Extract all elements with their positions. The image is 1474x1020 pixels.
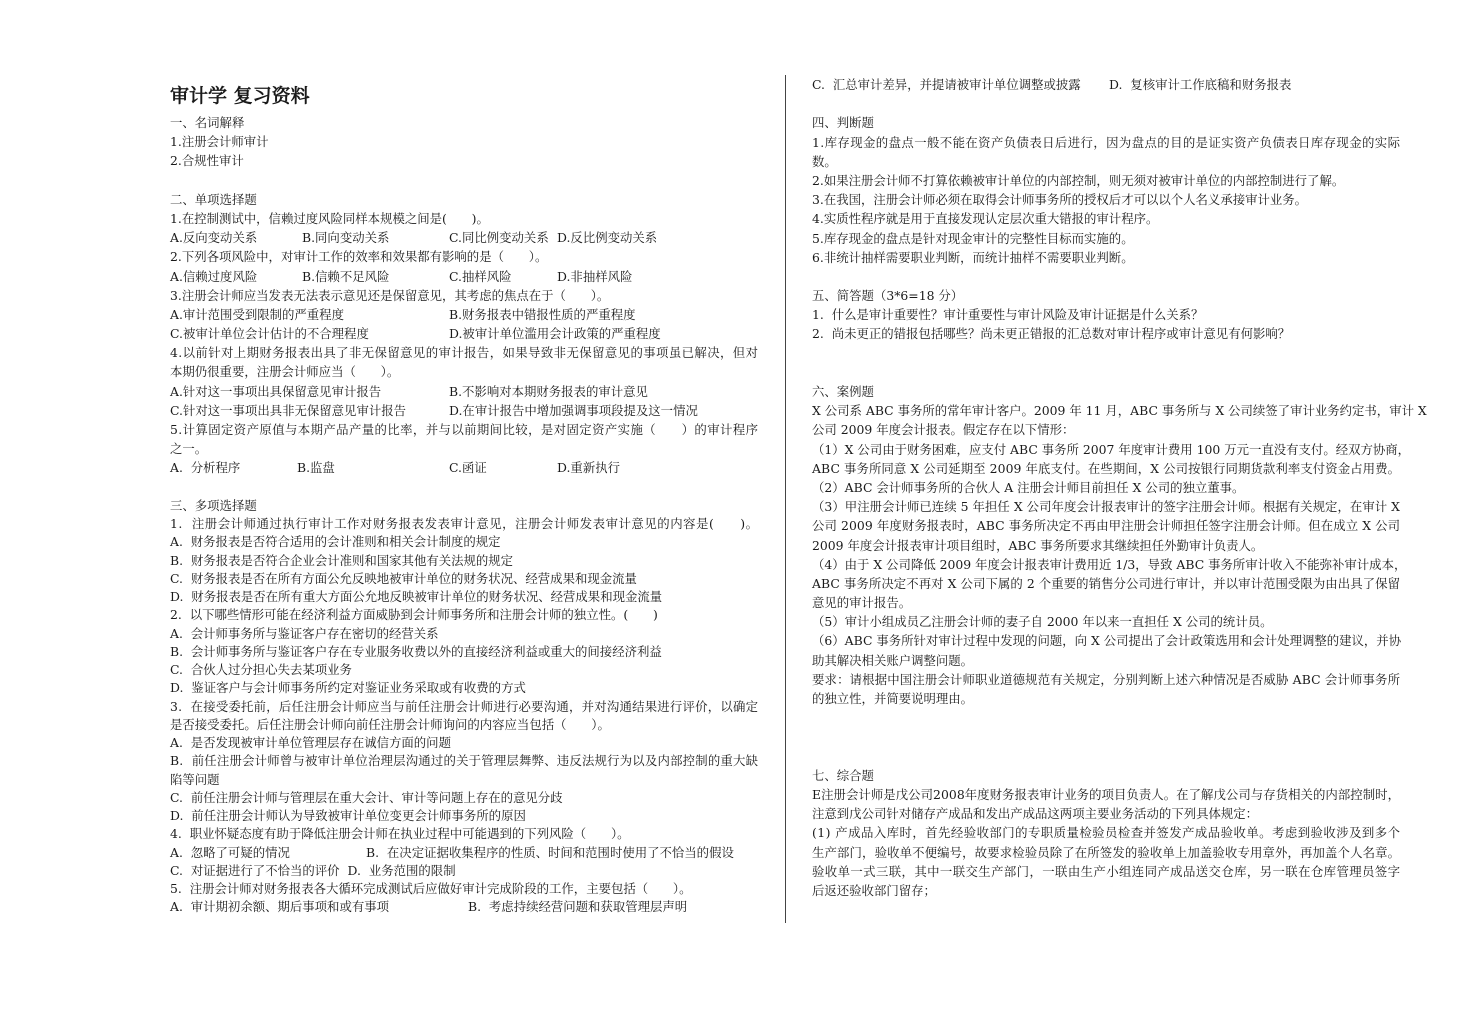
blank-line: [812, 363, 1400, 382]
section-left-0: [170, 113, 758, 171]
text-line: [170, 362, 758, 381]
line-text: 5.计算固定资产原值与本期产品产量的比率，并与以前期间比较，是对固定资产实施（ ）的审计程序: [170, 422, 759, 437]
line-text: ABC 事务所决定不再对 X 公司下属的 2 个重要的销售分公司进行审计，并以审计范围受限为由出具了保留: [812, 575, 1401, 591]
text-line: [170, 570, 758, 588]
blank-line: [812, 267, 1400, 286]
options-row: [170, 382, 758, 401]
line-text: 2.合规性审计: [170, 153, 244, 169]
line-text: C. 前任注册会计师与管理层在重大会计、审计等问题上存在的意见分歧: [170, 789, 563, 805]
line-text: ABC 事务所同意 X 公司延期至 2009 年底支付。在些期间，X 公司按银行同期货款利率支付资金占用费。: [812, 460, 1401, 476]
line-text: 的独立性，并简要说明理由。: [812, 691, 974, 706]
blank-line: [812, 344, 1400, 363]
option-a: C. 汇总审计差异，并提请被审计单位调整或披露: [812, 77, 1081, 92]
line-text: 公司 2009 年度财务报表时，ABC 事务所决定不再由甲注册会计师担任签字注册会计师。但在成立 X 公司: [812, 518, 1401, 534]
line-text: 6.非统计抽样需要职业判断，而统计抽样不需要职业判断。: [812, 249, 1134, 265]
text-line: [170, 752, 758, 770]
text-line: [812, 670, 1400, 689]
option-b: B. 在决定证据收集程序的性质、时间和范围时使用了不恰当的假设: [366, 844, 734, 860]
line-text: （1）X 公司由于财务困难，应支付 ABC 事务所 2007 年度审计费用 100 万元一直没有支付。经双方协商，: [812, 441, 1411, 457]
text-line: [170, 343, 758, 362]
text-line: [812, 190, 1400, 209]
text-line: [812, 555, 1407, 574]
option-d: D.非抽样风险: [557, 268, 633, 284]
text-line: [170, 825, 758, 843]
section-right-0: [812, 75, 1400, 94]
option-b: B.监盘: [297, 460, 335, 476]
heading-line: [812, 113, 1400, 132]
text-line: [812, 459, 1400, 478]
section-heading: 五、简答题（3*6=18 分）: [812, 288, 964, 304]
line-text: （2）ABC 会计师事务所的合伙人 A 注册会计师目前担任 X 公司的独立董事。: [812, 479, 1245, 495]
line-text: 本期仍很重要，注册会计师应当（ ）。: [170, 364, 400, 380]
text-line: [812, 152, 1400, 171]
text-line: [170, 807, 758, 825]
text-line: [170, 643, 758, 661]
option-b: B. 考虑持续经营问题和获取管理层声明: [468, 899, 688, 915]
option-a: C. 对证据进行了不恰当的评价: [170, 862, 340, 878]
line-text: D. 前任注册会计师认为导致被审计单位变更会计师事务所的原因: [170, 808, 526, 823]
line-text: 2.下列各项风险中，对审计工作的效率和效果都有影响的是（ ）。: [170, 249, 548, 265]
blank-line: [812, 708, 1400, 727]
line-text: 1. 什么是审计重要性？审计重要性与审计风险及审计证据是什么关系？: [812, 307, 1204, 323]
line-text: C. 合伙人过分担心失去某项业务: [170, 662, 352, 677]
line-text: 2.如果注册会计师不打算依赖被审计单位的内部控制，则无须对被审计单位的内部控制进行了解。: [812, 172, 1345, 188]
options-row: [170, 228, 758, 247]
option-d: D.反比例变动关系: [557, 230, 658, 246]
column-divider: [785, 75, 786, 923]
options-row: [170, 305, 758, 324]
document-title: 审计学 复习资料: [170, 85, 310, 107]
section-right-2: [812, 286, 1400, 344]
blank-line: [812, 94, 1400, 113]
text-line: [170, 679, 758, 697]
line-text: 1.注册会计师审计: [170, 134, 269, 150]
line-text: C. 财务报表是否在所有方面公允反映地被审计单位的财务状况、经营成果和现金流量: [170, 570, 637, 586]
heading-line: [170, 497, 758, 515]
line-text: 5.库存现金的盘点是针对现金审计的完整性目标而实施的。: [812, 230, 1134, 246]
option-a: C.被审计单位会计估计的不合理程度: [170, 326, 369, 342]
line-text: D. 鉴证客户与会计师事务所约定对鉴证业务采取或有收费的方式: [170, 680, 526, 696]
text-line: [812, 536, 1400, 555]
line-text: 4.以前针对上期财务报表出具了非无保留意见的审计报告，如果导致非无保留意见的事项虽已解决，但对: [170, 345, 759, 361]
heading-line: [812, 286, 1400, 305]
options-row: [170, 324, 758, 343]
option-b: D. 业务范围的限制: [347, 862, 456, 878]
line-text: 5. 注册会计师对财务报表各大循环完成测试后应做好审计完成阶段的工作，主要包括（ ）。: [170, 881, 692, 896]
line-text: （5）审计小组成员乙注册会计师的妻子自 2000 年以来一直担任 X 公司的统计员。: [812, 614, 1273, 630]
section-heading: 一、名词解释: [170, 115, 245, 130]
text-line: [812, 497, 1400, 516]
line-text: B. 财务报表是否符合企业会计准则和国家其他有关法规的规定: [170, 552, 514, 568]
option-a: A.信赖过度风险: [170, 268, 258, 284]
text-line: [812, 612, 1400, 631]
line-text: 注意到戊公司针对储存产成品和发出产成品这两项主要业务活动的下列具体规定：: [812, 806, 1259, 822]
section-left-1: [170, 190, 758, 478]
text-line: [812, 516, 1400, 535]
text-line: [170, 880, 758, 898]
line-text: 3. 在接受委托前，后任注册会计师应当与前任注册会计师进行必要沟通，并对沟通结果进行评价，以确定: [170, 698, 759, 714]
option-a: A.针对这一事项出具保留意见审计报告: [170, 383, 382, 399]
option-c: C.函证: [449, 460, 487, 476]
option-b: D.被审计单位滥用会计政策的严重程度: [449, 326, 661, 342]
text-line: [170, 789, 758, 807]
line-text: 4. 职业怀疑态度有助于降低注册会计师在执业过程中可能遇到的下列风险（ ）。: [170, 826, 630, 842]
line-text: B. 前任注册会计师曾与被审计单位治理层沟通过的关于管理层舞弊、违反法规行为以及内部控制的重大缺: [170, 753, 759, 769]
option-a: A.审计范围受到限制的严重程度: [170, 306, 344, 322]
text-line: [812, 843, 1400, 862]
option-a: C.针对这一事项出具非无保留意见审计报告: [170, 402, 407, 418]
text-line: [812, 209, 1400, 228]
line-text: A. 会计师事务所与鉴证客户存在密切的经营关系: [170, 625, 439, 641]
section-right-4: [812, 766, 1400, 900]
line-text: 助其解决相关账户调整问题。: [812, 652, 974, 668]
text-line: [170, 606, 758, 624]
line-text: （3）甲注册会计师已连续 5 年担任 X 公司年度会计报表审计的签字注册会计师。根据有关规定，在审计 X: [812, 499, 1401, 515]
line-text: 3.在我国，注册会计师必须在取得会计师事务所的授权后才可以以个人名义承接审计业务。: [812, 192, 1308, 208]
option-b: D.在审计报告中增加强调事项段提及这一情况: [449, 402, 698, 418]
text-line: [170, 588, 758, 606]
line-text: D. 财务报表是否在所有重大方面公允地反映被审计单位的财务状况、经营成果和现金流量: [170, 589, 663, 604]
line-text: 之一。: [170, 441, 208, 457]
text-line: [812, 804, 1400, 823]
text-line: [812, 440, 1411, 459]
text-line: [812, 881, 1400, 900]
line-text: 数。: [812, 153, 837, 169]
blank-line: [170, 478, 758, 497]
text-line: [170, 533, 758, 551]
text-line: [170, 552, 758, 570]
text-line: [812, 823, 1400, 842]
text-line: [170, 132, 758, 151]
heading-line: [812, 766, 1400, 785]
line-text: A. 财务报表是否符合适用的会计准则和相关会计制度的规定: [170, 534, 501, 550]
text-line: [812, 171, 1400, 190]
line-text: 意见的审计报告。: [812, 595, 912, 611]
text-line: [812, 248, 1400, 267]
text-line: [170, 247, 758, 266]
text-line: [170, 439, 758, 458]
option-c: C.抽样风险: [449, 268, 512, 284]
text-line: [812, 651, 1400, 670]
line-text: 4.实质性程序就是用于直接发现认定层次重大错报的审计程序。: [812, 211, 1159, 227]
blank-line: [812, 727, 1400, 746]
option-a: A. 审计期初余额、期后事项和或有事项: [170, 899, 390, 915]
section-left-2: [170, 497, 758, 917]
options-row: [170, 898, 758, 916]
text-line: [170, 698, 758, 716]
line-text: 是否接受委托。后任注册会计师向前任注册会计师询问的内容应当包括（ ）。: [170, 716, 610, 732]
option-c: C.同比例变动关系: [449, 230, 549, 246]
text-line: [812, 631, 1400, 650]
options-row: [170, 458, 758, 477]
text-line: [170, 151, 758, 170]
text-line: [812, 593, 1400, 612]
text-line: [170, 771, 758, 789]
line-text: 2. 以下哪些情形可能在经济利益方面威胁到会计师事务所和注册会计师的独立性。( ): [170, 607, 658, 623]
line-text: 要求：请根据中国注册会计师职业道德规范有关规定，分别判断上述六种情况是否威胁 ABC 会计师事务所: [812, 671, 1401, 687]
line-text: 3.注册会计师应当发表无法表示意见还是保留意见，其考虑的焦点在于（ ）。: [170, 287, 610, 303]
text-line: [812, 324, 1400, 343]
line-text: （6）ABC 事务所针对审计过程中发现的问题，向 X 公司提出了会计政策选用和会计处理调整的建议，并协: [812, 633, 1402, 649]
text-line: [170, 209, 758, 228]
option-b: B.信赖不足风险: [302, 268, 390, 284]
left-column: [170, 113, 758, 917]
option-d: D.重新执行: [557, 460, 620, 476]
heading-line: [170, 113, 758, 132]
text-line: [812, 785, 1400, 804]
text-line: [812, 478, 1400, 497]
text-line: [812, 229, 1400, 248]
option-a: A. 分析程序: [170, 460, 241, 476]
option-b: D. 复核审计工作底稿和财务报表: [1109, 77, 1292, 92]
heading-line: [812, 382, 1400, 401]
section-heading: 二、单项选择题: [170, 191, 257, 207]
line-text: 后返还验收部门留存；: [812, 882, 936, 898]
option-a: A. 忽略了可疑的情况: [170, 844, 290, 860]
options-row: [812, 75, 1400, 94]
options-row: [170, 267, 758, 286]
section-heading: 四、判断题: [812, 115, 874, 131]
line-text: 2009 年度会计报表审计项目组时，ABC 事务所要求其继续担任外勤审计负责人。: [812, 537, 1264, 553]
text-line: [170, 515, 758, 533]
text-line: [812, 420, 1400, 439]
text-line: [170, 286, 758, 305]
option-b: B.财务报表中错报性质的严重程度: [449, 306, 636, 322]
line-text: (1) 产成品入库时，首先经验收部门的专职质量检验员检查并签发产成品验收单。考虑到验收涉及到多个: [812, 825, 1401, 841]
right-column: [812, 75, 1427, 900]
section-heading: 三、多项选择题: [170, 497, 257, 513]
section-right-1: [812, 113, 1400, 267]
blank-line: [170, 171, 758, 190]
text-line: [170, 716, 758, 734]
line-text: E注册会计师是戊公司2008年度财务报表审计业务的项目负责人。在了解戊公司与存货相关的内部控制时，: [812, 786, 1401, 802]
text-line: [812, 574, 1400, 593]
line-text: 陷等问题: [170, 771, 220, 787]
text-line: [812, 401, 1427, 420]
heading-line: [170, 190, 758, 209]
text-line: [170, 734, 758, 752]
options-row: [170, 862, 758, 880]
section-heading: 七、综合题: [812, 767, 874, 783]
options-row: [170, 844, 758, 862]
options-row: [170, 401, 758, 420]
line-text: 1. 注册会计师通过执行审计工作对财务报表发表审计意见，注册会计师发表审计意见的内容是( )。: [170, 516, 759, 531]
text-line: [812, 133, 1400, 152]
line-text: 验收单一式三联，其中一联交生产部门，一联由生产小组连同产成品送交仓库，另一联在仓库管理员签字: [812, 863, 1401, 879]
text-line: [170, 661, 758, 679]
line-text: B. 会计师事务所与鉴证客户存在专业服务收费以外的直接经济利益或重大的间接经济利益: [170, 643, 662, 659]
line-text: 1.在控制测试中，信赖过度风险同样本规模之间是( )。: [170, 210, 489, 226]
text-line: [170, 420, 758, 439]
text-line: [170, 625, 758, 643]
line-text: A. 是否发现被审计单位管理层存在诚信方面的问题: [170, 735, 451, 750]
line-text: 2. 尚未更正的错报包括哪些？尚未更正错报的汇总数对审计程序或审计意见有何影响？: [812, 326, 1291, 342]
section-heading: 六、案例题: [812, 384, 874, 399]
section-right-3: [812, 382, 1427, 708]
line-text: （4）由于 X 公司降低 2009 年度会计报表审计费用近 1/3，导致 ABC 事务所审计收入不能弥补审计成本，: [812, 556, 1407, 572]
text-line: [812, 689, 1400, 708]
option-a: A.反向变动关系: [170, 230, 258, 246]
option-b: B.同向变动关系: [302, 230, 390, 246]
line-text: 1.库存现金的盘点一般不能在资产负债表日后进行，因为盘点的目的是证实资产负债表日库存现金的实际: [812, 134, 1401, 150]
line-text: 公司 2009 年度会计报表。假定存在以下情形：: [812, 422, 1075, 438]
blank-line: [812, 747, 1400, 766]
text-line: [812, 305, 1400, 324]
line-text: 生产部门，验收单不便编号，故要求检验员除了在所签发的验收单上加盖验收专用章外，再加盖个人名章。: [812, 844, 1401, 860]
line-text: X 公司系 ABC 事务所的常年审计客户。2009 年 11 月，ABC 事务所与 X 公司续签了审计业务约定书，审计 X: [812, 403, 1427, 419]
option-b: B.不影响对本期财务报表的审计意见: [449, 383, 648, 399]
text-line: [812, 862, 1400, 881]
